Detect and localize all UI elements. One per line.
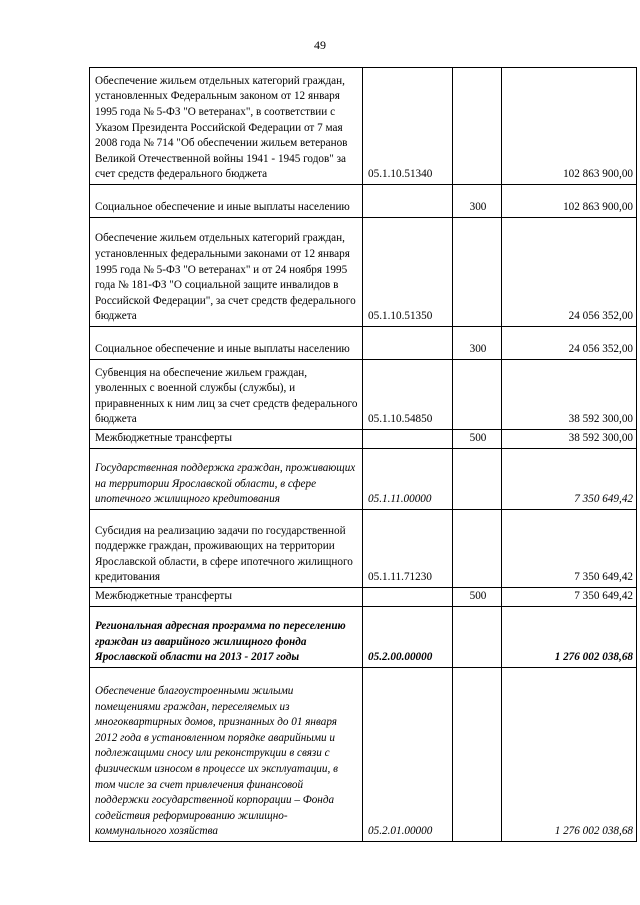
amount-cell: 7 350 649,42: [502, 588, 637, 607]
expense-type-cell: [453, 510, 502, 588]
expense-type-cell: [453, 360, 502, 430]
item-name-cell: Социальное обеспечение и иные выплаты населению: [90, 327, 363, 360]
table-row: [90, 510, 637, 588]
amount-cell: 102 863 900,00: [502, 68, 637, 185]
item-name-cell: Обеспечение благоустроенными жилыми помещениями граждан, переселяемых из многоквартирных домов, признанных до 01 января 2012 года в установленном порядке аварийными и подлежащими сносу или реконструкции в связи с физическим износом в процессе их эксплуатации, в том числе за счет привлечения финансовой поддержки государственной корпорации – Фонда содействия реформированию жилищно-коммунального хозяйства: [90, 668, 363, 842]
item-name-cell: Региональная адресная программа по переселению граждан из аварийного жилищного фонда Ярославской области на 2013 - 2017 годы: [90, 607, 363, 668]
item-name-cell: Обеспечение жильем отдельных категорий граждан, установленных Федеральным законом от 12 января 1995 года № 5-ФЗ "О ветеранах", в соответствии с Указом Президента Российской Федерации от 7 мая 2008 года № 714 "Об обеспечении жильем ветеранов Великой Отечественной войны 1941 - 1945 годов" за счет средств федерального бюджета: [90, 68, 363, 185]
expense-type-cell: 500: [453, 430, 502, 449]
amount-cell: 24 056 352,00: [502, 218, 637, 327]
expense-type-cell: [453, 668, 502, 842]
item-name-cell: Субсидия на реализацию задачи по государственной поддержке граждан, проживающих на территории Ярославской области, в сфере ипотечного жилищного кредитования: [90, 510, 363, 588]
item-name-cell: Субвенция на обеспечение жильем граждан, уволенных с военной службы (службы), и приравненных к ним лиц за счет средств федерального бюджета: [90, 360, 363, 430]
expense-type-cell: 300: [453, 327, 502, 360]
target-code-cell: 05.1.11.00000: [363, 449, 453, 510]
table-row: [90, 185, 637, 218]
amount-cell: 38 592 300,00: [502, 360, 637, 430]
target-code-cell: 05.1.10.51350: [363, 218, 453, 327]
table-row: [90, 430, 637, 449]
amount-cell: 102 863 900,00: [502, 185, 637, 218]
table-row: [90, 588, 637, 607]
target-code-cell: 05.1.11.71230: [363, 510, 453, 588]
expense-type-cell: [453, 607, 502, 668]
table-row: [90, 68, 637, 185]
target-code-cell: [363, 430, 453, 449]
table-row: [90, 327, 637, 360]
amount-cell: 1 276 002 038,68: [502, 607, 637, 668]
item-name-cell: Государственная поддержка граждан, проживающих на территории Ярославской области, в сфере ипотечного жилищного кредитования: [90, 449, 363, 510]
item-name-cell: Межбюджетные трансферты: [90, 430, 363, 449]
item-name-cell: Межбюджетные трансферты: [90, 588, 363, 607]
expense-type-cell: [453, 218, 502, 327]
item-name-cell: Обеспечение жильем отдельных категорий граждан, установленных федеральными законами от 12 января 1995 года № 5-ФЗ "О ветеранах" и от 24 ноября 1995 года № 181-ФЗ "О социальной защите инвалидов в Российской Федерации", за счет средств федерального бюджета: [90, 218, 363, 327]
target-code-cell: [363, 327, 453, 360]
amount-cell: 7 350 649,42: [502, 510, 637, 588]
item-name-cell: Социальное обеспечение и иные выплаты населению: [90, 185, 363, 218]
amount-cell: 1 276 002 038,68: [502, 668, 637, 842]
amount-cell: 38 592 300,00: [502, 430, 637, 449]
table-row: [90, 449, 637, 510]
page-number: 49: [314, 38, 326, 52]
table-row: [90, 360, 637, 430]
expense-type-cell: [453, 449, 502, 510]
expense-type-cell: 500: [453, 588, 502, 607]
expense-type-cell: 300: [453, 185, 502, 218]
budget-table-body: [90, 68, 637, 842]
target-code-cell: [363, 588, 453, 607]
expense-type-cell: [453, 68, 502, 185]
target-code-cell: 05.2.01.00000: [363, 668, 453, 842]
budget-table: [89, 67, 637, 842]
target-code-cell: [363, 185, 453, 218]
table-row: [90, 607, 637, 668]
table-row: [90, 218, 637, 327]
table-row: [90, 668, 637, 842]
target-code-cell: 05.2.00.00000: [363, 607, 453, 668]
amount-cell: 7 350 649,42: [502, 449, 637, 510]
target-code-cell: 05.1.10.54850: [363, 360, 453, 430]
target-code-cell: 05.1.10.51340: [363, 68, 453, 185]
amount-cell: 24 056 352,00: [502, 327, 637, 360]
